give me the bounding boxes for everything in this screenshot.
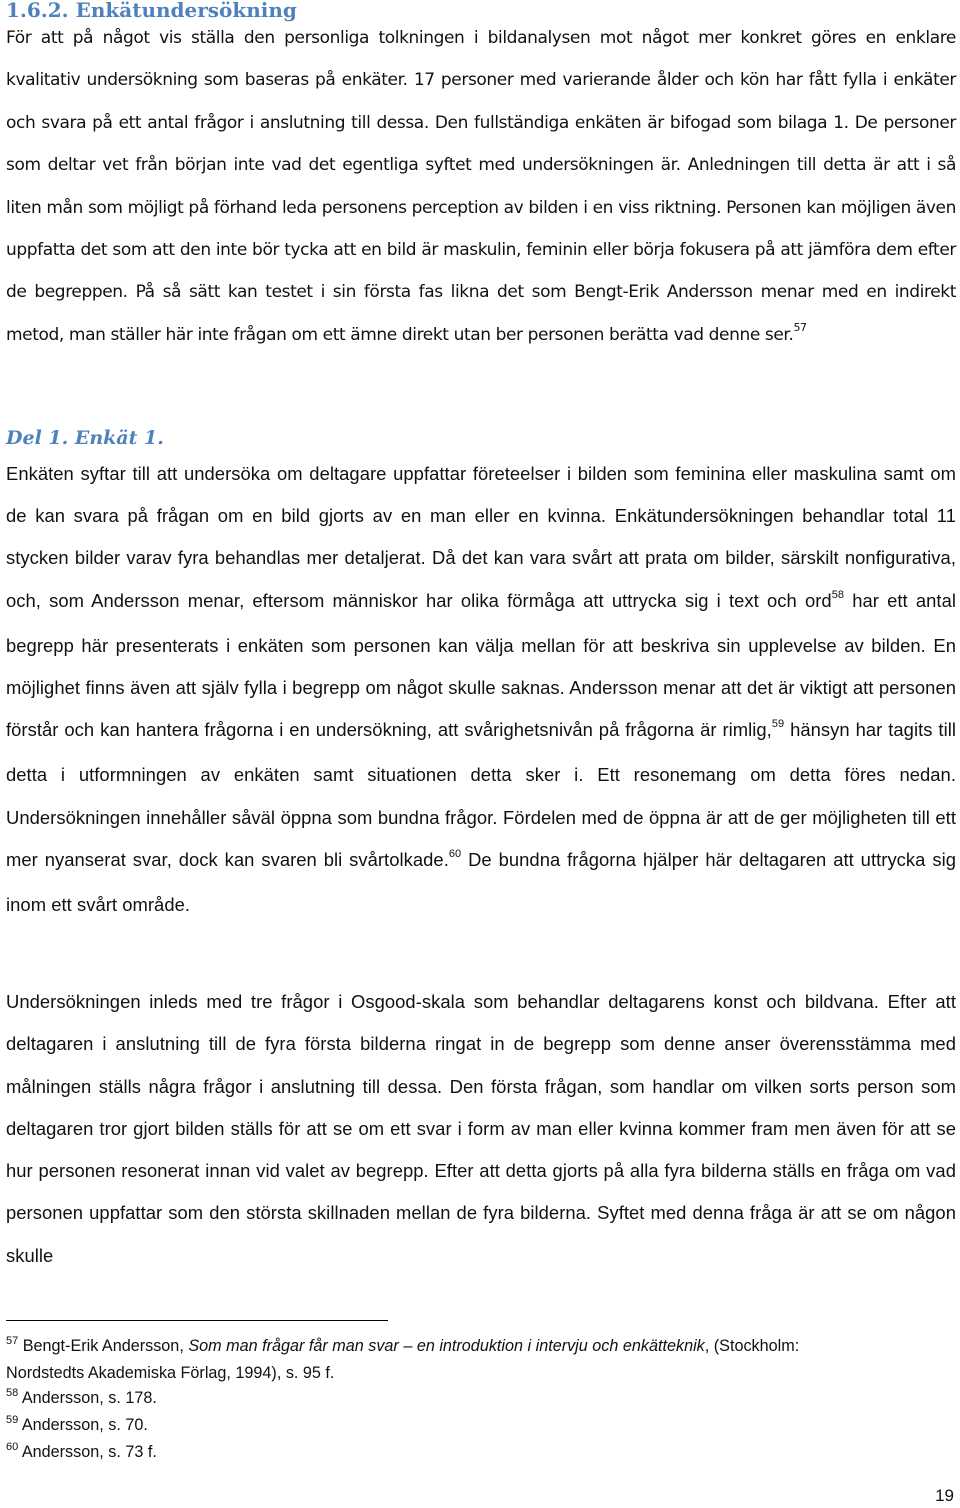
text-line: handlar om vilken sorts person som deltagaren tror gjort bilden ställs för att se om ett svar i form av xyxy=(6,1075,956,1139)
footnote-text: Bengt-Erik Andersson, xyxy=(22,1337,189,1355)
footnote-ref[interactable]: 60 xyxy=(448,847,462,860)
footnote-number: 57 xyxy=(6,1335,19,1347)
text-line: Enkätundersökningen behandlar total 11 stycken bilder varav fyra behandlas mer detaljerat. Då det xyxy=(6,505,956,569)
text-line: enklare kvalitativ undersökning som baseras på enkäter. 17 personer med varierande ålder och kön xyxy=(6,28,956,91)
text-line: öppna är att de ger möjligheten till ett mer nyanserat svar, dock kan svaren bli svårtolkade. xyxy=(6,806,956,870)
footnote-title: Som man frågar får man svar – en introduktion i intervju och enkätteknik xyxy=(188,1337,705,1355)
text-line: så sätt kan testet i sin första fas likna det som Bengt-Erik Andersson menar med en indirekt metod, xyxy=(6,282,956,345)
footnote-number: 58 xyxy=(6,1387,19,1399)
subheading: Del 1. Enkät 1. xyxy=(6,427,164,449)
text-line: överensstämma med målningen ställs några frågor i anslutning till dessa. Den första frågan, som xyxy=(6,1033,956,1097)
footnote-59 xyxy=(6,1413,956,1440)
text-line: man ställer här inte frågan om ett ämne direkt utan ber personen berätta vad denne ser. xyxy=(68,324,794,345)
footnote-60 xyxy=(6,1440,956,1467)
paragraph-intro xyxy=(6,17,956,358)
text-line: undersökningen är. Anledningen till detta är att i så liten mån som möjligt på förhand leda personens xyxy=(6,155,956,218)
footnote-text: Andersson, s. 178. xyxy=(21,1389,157,1407)
footnote-number: 60 xyxy=(6,1441,19,1453)
text-line: om detta föres nedan. Undersökningen innehåller såväl öppna som bundna frågor. Fördelen med de xyxy=(6,764,956,828)
text-line: bifogad som bilaga 1. De personer som deltar vet från början inte vad det egentliga syftet med xyxy=(6,112,956,176)
footnote-divider xyxy=(6,1320,388,1321)
page-number: 19 xyxy=(935,1486,954,1505)
text-line: har ett antal begrepp här presenterats i xyxy=(6,589,956,656)
section-heading: 1.6.2. Enkätundersökning xyxy=(6,0,297,22)
text-line: även att själv fylla i begrepp om något skulle saknas. Andersson menar att det är viktigt att personen xyxy=(130,677,956,699)
footnote-ref[interactable]: 59 xyxy=(771,718,785,731)
text-line: Enkäten syftar till att undersöka om deltagare uppfattar företeelser i bilden som feminina eller xyxy=(6,463,787,484)
text-line: maskulina samt om de kan svara på frågan om en bild gjorts av en man eller en kvinna. xyxy=(6,463,956,527)
paragraph-osgood xyxy=(6,981,956,1277)
text-line: enkäten som personen kan välja mellan för att beskriva sin upplevelse av bilden. En möjlighet finns xyxy=(6,634,956,699)
footnote-ref[interactable]: 57 xyxy=(793,320,807,334)
text-line: människor har olika förmåga att uttrycka sig i text och ord xyxy=(332,589,832,611)
text-line: perception av bilden i en viss riktning. Personen kan möjligen även uppfatta det som att den inte bör xyxy=(6,197,956,261)
footnote-57 xyxy=(6,1334,956,1386)
paragraph-enkat xyxy=(6,453,956,926)
footnote-58 xyxy=(6,1386,956,1413)
footnote-text: Nordstedts Akademiska Förlag, 1994), s. 95 f. xyxy=(6,1364,335,1382)
text-line: har fått fylla i enkäter och svara på ett antal frågor i anslutning till dessa. Den fullständiga enkäten är xyxy=(6,70,956,133)
text-line: Efter att deltagaren i anslutning till de fyra första bilderna ringat in de begrepp som denne anser xyxy=(6,991,956,1055)
footnote-text: Andersson, s. 73 f. xyxy=(21,1443,157,1461)
text-line: begrepp. Efter att detta gjorts på alla fyra bilderna ställs en fråga om vad personen uppfattar som xyxy=(6,1160,956,1224)
text-line: De xyxy=(468,848,492,870)
text-line: man eller kvinna kommer fram men även för att se hur personen resonerat innan vid valet av xyxy=(6,1117,956,1182)
footnote-ref[interactable]: 58 xyxy=(831,588,845,601)
text-line: För att på något vis ställa den personliga tolkningen i bildanalysen mot något mer konkret göres en xyxy=(6,28,887,48)
text-line: bundna frågorna hjälper här deltagaren att uttrycka sig inom ett svårt område. xyxy=(6,848,956,916)
footnote-text: , (Stockholm: xyxy=(704,1337,800,1355)
text-line: förstår och kan hantera frågorna i en undersökning, att svårighetsnivån på frågorna är rimlig, xyxy=(6,719,772,741)
text-line: den största skillnaden mellan de fyra bilderna. Syftet med denna fråga är att se om någon skulle xyxy=(6,1202,956,1266)
text-line: tycka att en bild är maskulin, feminin eller börja fokusera på att jämföra dem efter de begreppen. På xyxy=(6,240,956,303)
footnotes xyxy=(6,1334,956,1467)
text-line: Undersökningen inleds med tre frågor i Osgood-skala som behandlar deltagarens konst och bildvana. xyxy=(6,991,879,1012)
text-line: kan vara svårt att prata om bilder, särskilt nonfigurativa, och, som Andersson menar, eftersom xyxy=(6,547,956,611)
text-line: hänsyn har tagits till detta i utformningen av enkäten samt situationen detta sker i. Ett resonemang xyxy=(6,719,956,786)
footnote-text: Andersson, s. 70. xyxy=(21,1416,148,1434)
footnote-number: 59 xyxy=(6,1414,19,1426)
